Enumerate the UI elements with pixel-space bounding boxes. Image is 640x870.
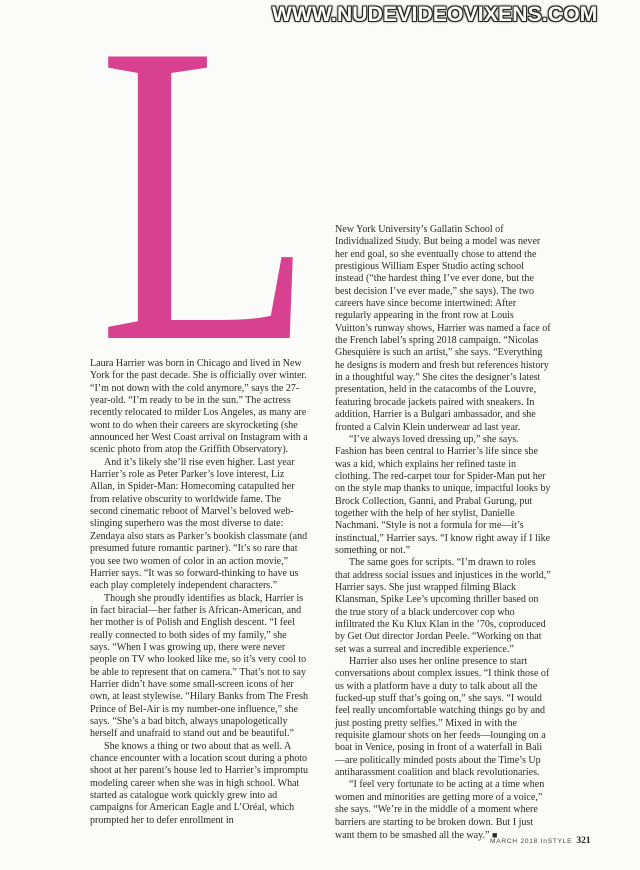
page-footer	[490, 836, 610, 846]
issue-label: MARCH 2018 InSTYLE	[490, 838, 573, 845]
paragraph: Harrier also uses her online presence to start conversations about complex issues. “I think those of us with a platform have a duty to talk about all the fucked-up stuff that’s going on,” she says. “I would feel really uncomfortable watching things go by and just posting pretty selfies.” Mixed in with the requisite glamour shots on her feeds—lounging on a boat in Venice, posing in front of a waterfall in Bali—are politically minded posts about the Time’s Up antiharassment coalition and black revolutionaries.	[335, 656, 550, 779]
paragraph: And it’s likely she’ll rise even higher. Last year Harrier’s role as Peter Parker’s love interest, Liz Allan, in Spider-Man: Homecoming catapulted her from relative obscurity to worldwide fame. The second cinematic reboot of Marvel’s beloved web-slinging superhero was the most diverse to date: Zendaya also stars as Parker’s bookish classmate (and presumed future romantic partner). “It’s so rare that you see two women of color in an action movie,” Harrier says. “It was so forward-thinking to have us each play completely independent characters.”	[90, 456, 308, 592]
paragraph: Though she proudly identifies as black, Harrier is in fact biracial—her father is African-American, and her mother is of Polish and English descent. “I feel really connected to both sides of my family,” she says. “When I was growing up, there were never people on TV who looked like me, so it’s very cool to be able to represent that on camera.” That’s not to say Harrier didn’t have some small-screen icons of her own, at least stylewise. “Hilary Banks from The Fresh Prince of Bel-Air is my number-one influence,” she says. “She’s a bad bitch, always unapologetically herself and unafraid to stand out and be beautiful.”	[90, 592, 309, 740]
paragraph-text: “I feel very fortunate to be acting at a time when women and minorities are getting more of a voice,” she says. “We’re in the middle of a moment where barriers are starting to be broken down. But I just want them to be smashed all the way.”	[335, 779, 545, 841]
paragraph: New York University’s Gallatin School of Individualized Study. But being a model was never her end goal, so she eventually chose to attend the prestigious William Esper Studio acting school instead (“the hardest thing I’ve ever done, but the best decision I’ve ever made,” she says). The two careers have since become intertwined: After regularly appearing in the front row at Louis Vuitton’s runway shows, Harrier was named a face of the French label’s spring 2018 campaign. “Nicolas Ghesquière is such an artist,” she says. “Everything he designs is modern and fresh but references history in a thoughtful way.” She cites the designer’s latest presentation, held in the catacombs of the Louvre, featuring brocade jackets paired with sneakers. In addition, Harrier is a Bulgari ambassador, and she fronted a Calvin Klein underwear ad last year.	[335, 224, 551, 433]
paragraph: Laura Harrier was born in Chicago and lived in New York for the past decade. She is officially over winter. “I’m not down with the cold anymore,” says the 27-year-old. “I’m ready to be in the sun.” The actress recently relocated to milder Los Angeles, as many are wont to do when their careers are skyrocketing (she announced her West Coast arrival on Instagram with a scenic photo from atop the Griffith Observatory).	[90, 358, 308, 456]
article-column-left	[90, 358, 308, 827]
paragraph: The same goes for scripts. “I’m drawn to roles that address social issues and injustices in the world,” Harrier says. She just wrapped filming Black Klansman, Spike Lee’s upcoming thriller based on the true story of a black undercover cop who infiltrated the Ku Klux Klan in the ’70s, coproduced by Get Out director Jordan Peele. “Working on that set was a surreal and incredible experience.”	[335, 557, 551, 655]
drop-cap-letter	[98, 20, 318, 346]
article-column-right	[335, 224, 551, 842]
paragraph-final	[335, 779, 551, 842]
paragraph: “I’ve always loved dressing up,” she says. Fashion has been central to Harrier’s life since she was a kid, which explains her refined taste in clothing. The red-carpet tour for Spider-Man put her on the style map thanks to unique, impactful looks by Brock Collection, Ganni, and Prabal Gurung, put together with the help of her stylist, Danielle Nachmani. “Style is not a formula for me—it’s instinctual,” Harrier says. “I know right away if I like something or not.”	[335, 433, 551, 556]
svg-text:L: L	[98, 20, 314, 346]
page-number: 321	[576, 836, 591, 846]
end-mark-icon: ■	[492, 829, 498, 840]
paragraph: She knows a thing or two about that as well. A chance encounter with a location scout during a photo shoot at her parent’s house led to Harrier’s impromptu modeling career when she was in high school. What started as catalogue work quickly grew into ad campaigns for American Eagle and L’Oréal, which prompted her to defer enrollment in	[90, 740, 309, 826]
watermark-text: WWW.NUDEVIDEOVIXENS.COM	[272, 3, 598, 26]
